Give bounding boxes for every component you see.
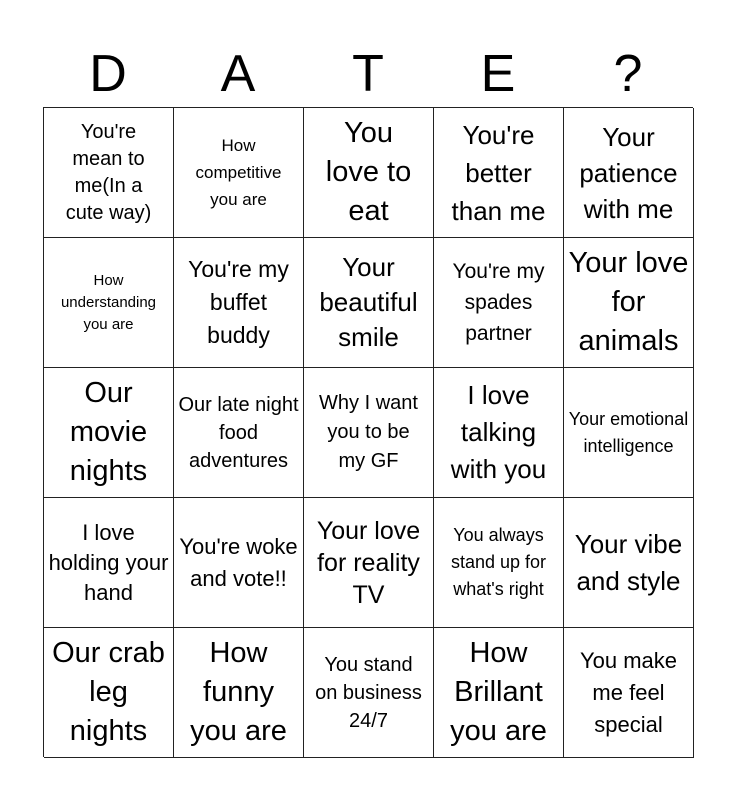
bingo-cell[interactable]: You're mean to me(In a cute way)	[44, 108, 174, 238]
bingo-cell[interactable]: Our late night food adventures	[174, 368, 304, 498]
bingo-cell[interactable]: I love holding your hand	[44, 498, 174, 628]
bingo-cell[interactable]: I love talking with you	[434, 368, 564, 498]
bingo-cell[interactable]: Your emotional intelligence	[564, 368, 694, 498]
bingo-cell[interactable]: Your love for reality TV	[304, 498, 434, 628]
bingo-cell[interactable]: How Brillant you are	[434, 628, 564, 758]
header-letter-question: ?	[613, 45, 643, 103]
bingo-grid	[43, 107, 693, 757]
bingo-cell[interactable]: You love to eat	[304, 108, 434, 238]
bingo-cell[interactable]: How funny you are	[174, 628, 304, 758]
bingo-cell[interactable]: Your patience with me	[564, 108, 694, 238]
bingo-cell[interactable]: You always stand up for what's right	[434, 498, 564, 628]
bingo-cell[interactable]: Your beautiful smile	[304, 238, 434, 368]
bingo-cell[interactable]: You're my spades partner	[434, 238, 564, 368]
bingo-cell[interactable]: How competitive you are	[174, 108, 304, 238]
bingo-cell[interactable]: You're better than me	[434, 108, 564, 238]
bingo-cell[interactable]: Your vibe and style	[564, 498, 694, 628]
header-letter-e: E	[480, 45, 516, 103]
bingo-cell[interactable]: Why I want you to be my GF	[304, 368, 434, 498]
header-letter-a: A	[220, 45, 256, 103]
bingo-cell[interactable]: Your love for animals	[564, 238, 694, 368]
bingo-cell[interactable]: You make me feel special	[564, 628, 694, 758]
bingo-cell[interactable]: How understanding you are	[44, 238, 174, 368]
header-letter-t: T	[352, 45, 384, 103]
bingo-cell[interactable]: You're my buffet buddy	[174, 238, 304, 368]
bingo-header	[43, 40, 693, 108]
bingo-cell[interactable]: Our crab leg nights	[44, 628, 174, 758]
bingo-cell[interactable]: Our movie nights	[44, 368, 174, 498]
bingo-cell[interactable]: You're woke and vote!!	[174, 498, 304, 628]
header-letter-d: D	[89, 45, 127, 103]
bingo-cell[interactable]: You stand on business 24/7	[304, 628, 434, 758]
